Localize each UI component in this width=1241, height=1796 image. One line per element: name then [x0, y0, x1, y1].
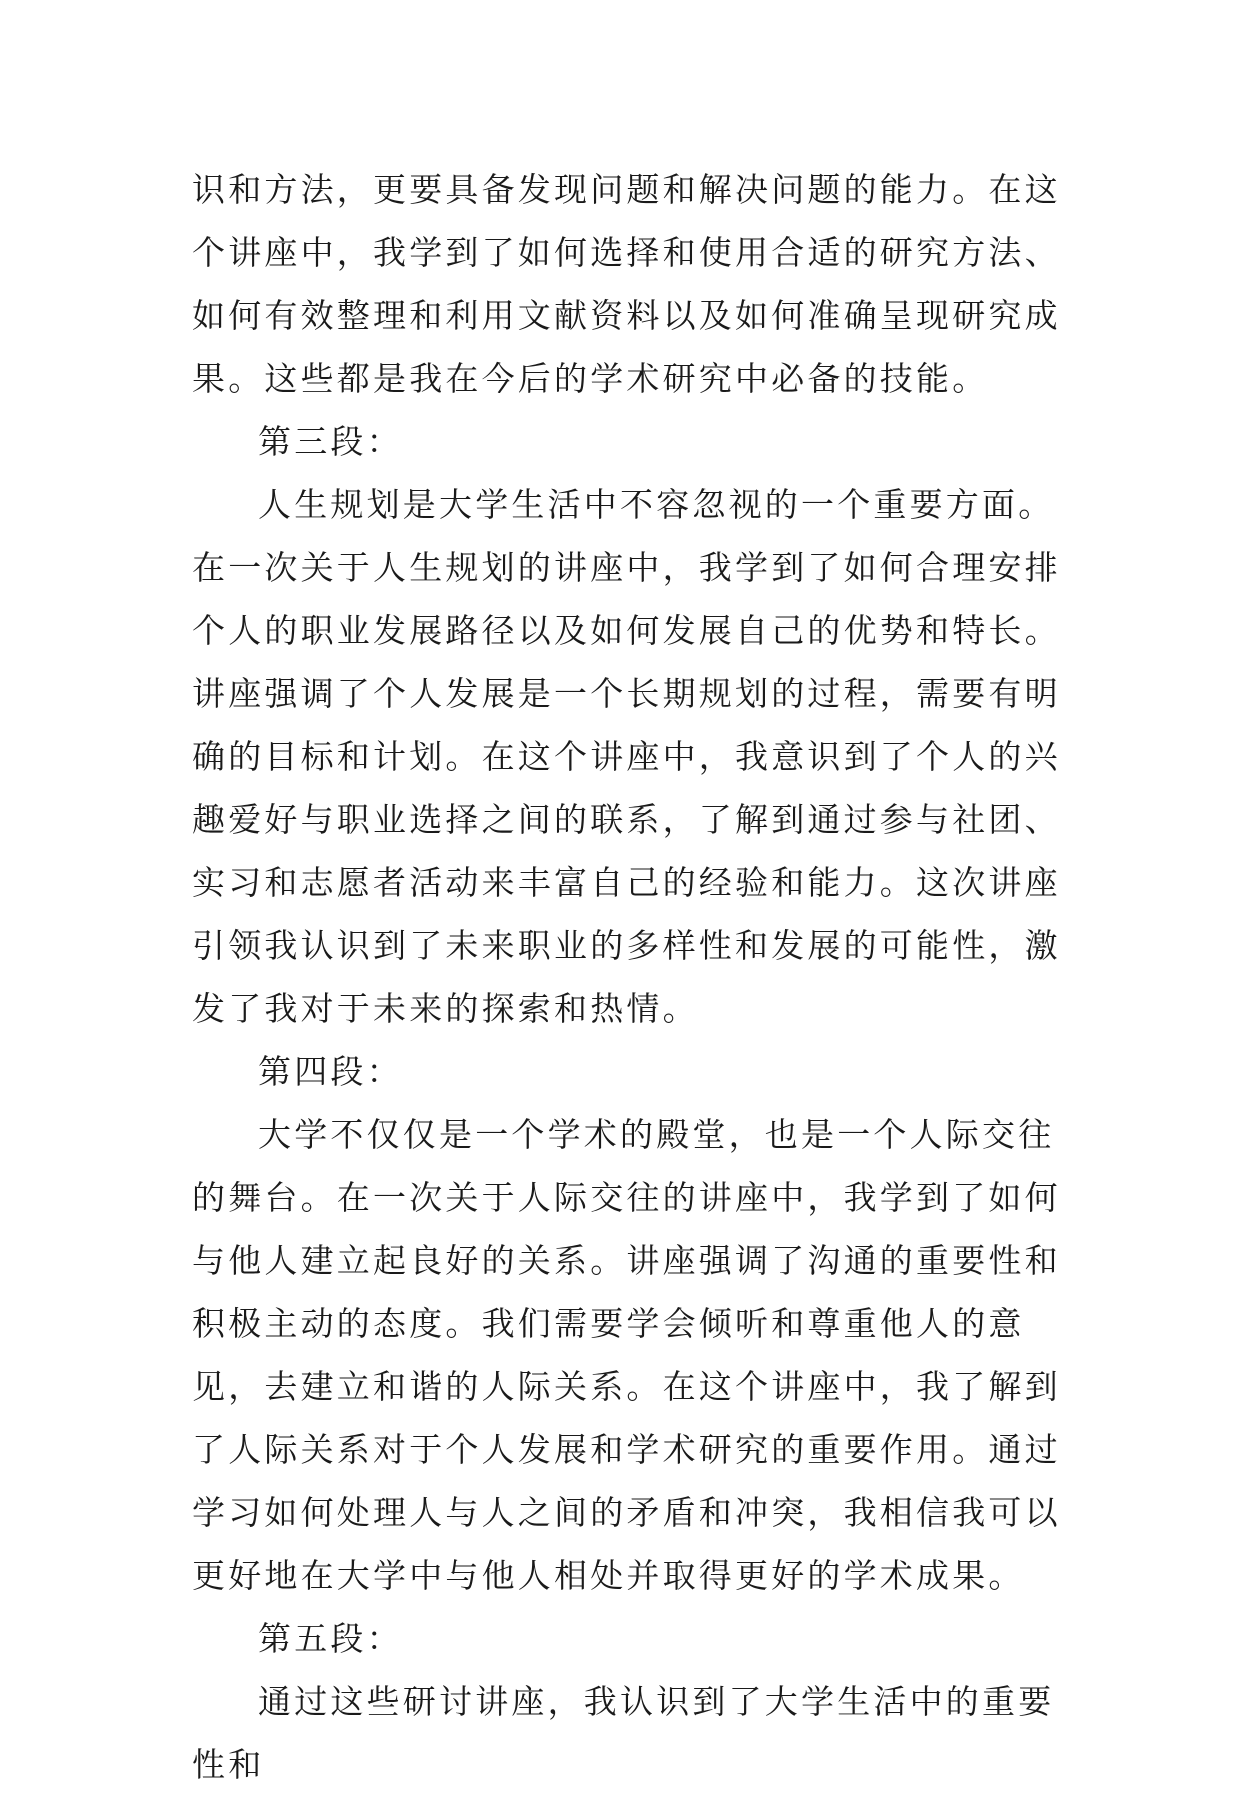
document-body	[192, 158, 1072, 1796]
section-heading-4: 第四段：	[258, 1052, 403, 1091]
section-heading-3: 第三段：	[258, 422, 403, 461]
paragraph-continuation: 识和方法，更要具备发现问题和解决问题的能力。在这个讲座中，我学到了如何选择和使用合适的研究方法、如何有效整理和利用文献资料以及如何准确呈现研究成果。这些都是我在今后的学术研究中必备的技能。	[192, 170, 1061, 398]
paragraph-interpersonal: 大学不仅仅是一个学术的殿堂，也是一个人际交往的舞台。在一次关于人际交往的讲座中，我学到了如何与他人建立起良好的关系。讲座强调了沟通的重要性和积极主动的态度。我们需要学会倾听和尊重他人的意见，去建立和谐的人际关系。在这个讲座中，我了解到了人际关系对于个人发展和学术研究的重要作用。通过学习如何处理人与人之间的矛盾和冲突，我相信我可以更好地在大学中与他人相处并取得更好的学术成果。	[192, 1115, 1061, 1595]
paragraph-conclusion-start: 通过这些研讨讲座，我认识到了大学生活中的重要性和	[192, 1682, 1055, 1784]
paragraph-life-planning: 人生规划是大学生活中不容忽视的一个重要方面。在一次关于人生规划的讲座中，我学到了如何合理安排个人的职业发展路径以及如何发展自己的优势和特长。讲座强调了个人发展是一个长期规划的过程，需要有明确的目标和计划。在这个讲座中，我意识到了个人的兴趣爱好与职业选择之间的联系，了解到通过参与社团、实习和志愿者活动来丰富自己的经验和能力。这次讲座引领我认识到了未来职业的多样性和发展的可能性，激发了我对于未来的探索和热情。	[192, 485, 1061, 1028]
section-heading-5: 第五段：	[258, 1619, 403, 1658]
